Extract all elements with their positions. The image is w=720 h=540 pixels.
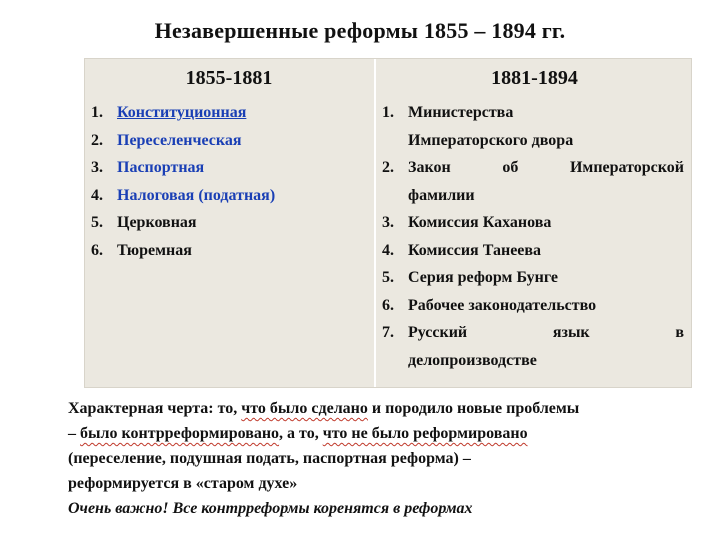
right-reform-list [382, 99, 684, 374]
list-item [91, 237, 367, 265]
reform-name [408, 99, 684, 154]
item-number: 3. [91, 159, 103, 176]
item-number: 2. [382, 159, 394, 176]
reform-name-line: Императорского двора [408, 131, 574, 149]
reform-name-line: Закон об Императорской [408, 159, 684, 176]
reform-name: Переселенческая [117, 131, 242, 149]
item-number: 1. [91, 104, 103, 121]
reform-name: Паспортная [117, 159, 205, 176]
reform-name [408, 154, 684, 209]
reform-name-line: Министерства [408, 104, 514, 121]
summary-fragment: Характерная черта: то, [68, 400, 242, 417]
reform-name [408, 319, 684, 374]
list-item [91, 154, 367, 182]
reform-name-line: делопроизводстве [408, 351, 537, 369]
column-1855-1881 [85, 59, 373, 387]
summary-conclusion: Очень важно! Все контрреформы коренятся в реформах [68, 500, 473, 517]
summary-line: реформируется в «старом духе» [68, 475, 298, 492]
item-number: 5. [382, 269, 394, 286]
reform-name: Налоговая (податная) [117, 186, 276, 204]
summary-line [68, 396, 716, 421]
item-number: 1. [382, 104, 394, 121]
reform-name: Комиссия Каханова [408, 214, 552, 231]
list-item [91, 209, 367, 237]
summary-fragment: , а то, [279, 425, 323, 442]
reform-name: Серия реформ Бунге [408, 269, 558, 286]
summary-text [68, 396, 716, 521]
list-item [382, 237, 684, 265]
list-item [91, 182, 367, 210]
item-number: 7. [382, 324, 394, 341]
item-number: 3. [382, 214, 394, 231]
summary-fragment: – [68, 425, 80, 442]
underlined-phrase: что не было реформировано [322, 425, 528, 442]
item-number: 4. [382, 241, 394, 259]
item-number: 5. [91, 214, 103, 231]
list-item [382, 209, 684, 237]
item-number: 6. [382, 296, 394, 314]
summary-line [68, 421, 716, 446]
reform-name: Тюремная [117, 241, 192, 259]
list-item [382, 292, 684, 320]
item-number: 2. [91, 131, 103, 149]
reform-link-constitutional[interactable]: Конституционная [117, 104, 247, 121]
summary-fragment: и породило новые проблемы [367, 400, 580, 417]
summary-line: (переселение, подушная подать, паспортная реформа) – [68, 450, 471, 467]
reform-name: Церковная [117, 214, 197, 231]
list-item[interactable] [91, 99, 367, 127]
page-title: Незавершенные реформы 1855 – 1894 гг. [154, 18, 566, 43]
list-item [91, 127, 367, 155]
column-heading-1855-1881: 1855-1881 [185, 67, 273, 89]
reform-name-line: фамилии [408, 186, 475, 204]
list-item [382, 154, 684, 209]
left-reform-list [91, 99, 367, 264]
reforms-table [84, 58, 692, 388]
list-item [382, 319, 684, 374]
reform-name: Рабочее законодательство [408, 296, 597, 314]
item-number: 6. [91, 241, 103, 259]
underlined-phrase: что было сделано [241, 400, 368, 417]
column-heading-1881-1894: 1881-1894 [491, 67, 578, 89]
reform-name-line: Русский язык в [408, 324, 684, 341]
item-number: 4. [91, 186, 103, 204]
list-item [382, 264, 684, 292]
column-1881-1894 [374, 59, 693, 387]
reform-name: Комиссия Танеева [408, 241, 542, 259]
underlined-phrase: было контрреформировано [80, 425, 280, 442]
list-item [382, 99, 684, 154]
